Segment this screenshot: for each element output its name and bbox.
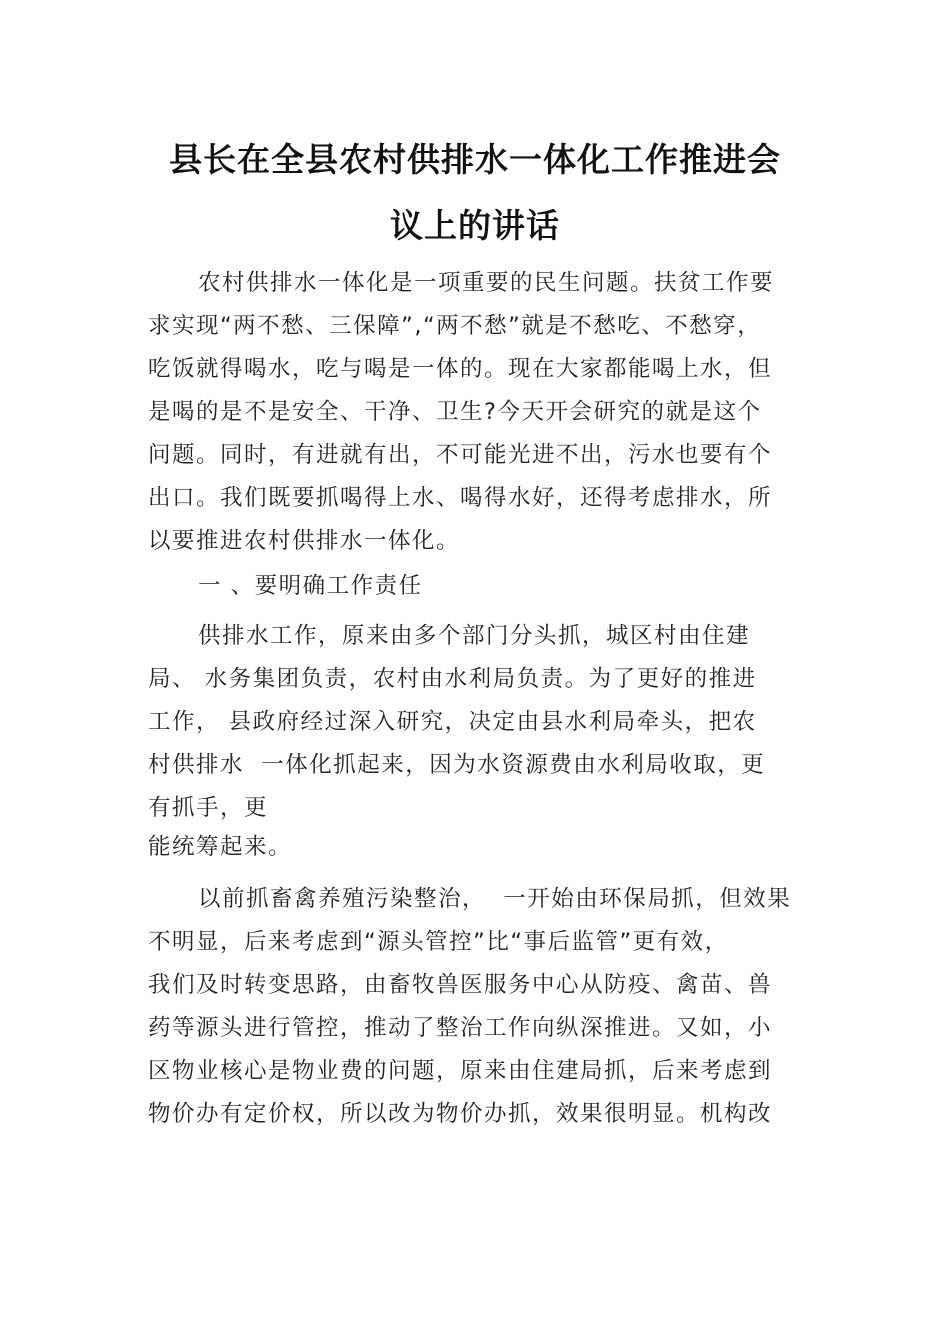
document-title-line-2: 议上的讲话	[390, 206, 560, 245]
paragraph-2-line: 有抓手，更	[148, 795, 269, 821]
paragraph-1-line: 以要推进农村供排水一体化。	[148, 528, 461, 554]
paragraph-3-line: 药等源头进行管控，推动了整治工作向纵深推进。又如，小	[148, 1015, 773, 1041]
paragraph-1-line: 吃饭就得喝水，吃与喝是一体的。现在大家都能喝上水，但	[148, 356, 773, 382]
paragraph-1-line: 求实现“两不愁、三保障”,“两不愁”就是不愁吃、不愁穿，	[148, 313, 762, 339]
paragraph-1-line: 农村供排水一体化是一项重要的民生问题。扶贫工作要	[198, 270, 775, 296]
paragraph-2-line: 工作， 县政府经过深入研究，决定由县水利局牵头，把农	[148, 709, 757, 735]
paragraph-2-line: 能统筹起来。	[148, 834, 293, 860]
paragraph-1-line: 出口。我们既要抓喝得上水、喝得水好，还得考虑排水，所	[148, 485, 773, 511]
paragraph-3-line: 我们及时转变思路，由畜牧兽医服务中心从防疫、禽苗、兽	[148, 972, 773, 998]
section-heading-1: 一 、要明确工作责任	[198, 573, 423, 599]
paragraph-3-line: 物价办有定价权，所以改为物价办抓，效果很明显。机构改	[148, 1101, 773, 1127]
paragraph-2-line: 局、 水务集团负责，农村由水利局负责。为了更好的推进	[148, 666, 757, 692]
paragraph-1-line: 是喝的是不是安全、干净、卫生?今天开会研究的就是这个	[148, 399, 762, 425]
paragraph-2-line: 村供排水 一体化抓起来，因为水资源费由水利局收取，更	[148, 752, 766, 778]
paragraph-2-line: 供排水工作，原来由多个部门分头抓，城区村由住建	[198, 623, 751, 649]
paragraph-3-line: 不明显，后来考虑到“源头管控”比“事后监管”更有效，	[148, 929, 729, 955]
paragraph-3-line: 以前抓畜禽养殖污染整治， 一开始由环保局抓，但效果	[198, 886, 792, 912]
paragraph-1-line: 问题。同时，有进就有出，不可能光进不出，污水也要有个	[148, 442, 773, 468]
document-title-line-1: 县长在全县农村供排水一体化工作推进会	[169, 140, 781, 179]
paragraph-3-line: 区物业核心是物业费的问题，原来由住建局抓，后来考虑到	[148, 1058, 773, 1084]
